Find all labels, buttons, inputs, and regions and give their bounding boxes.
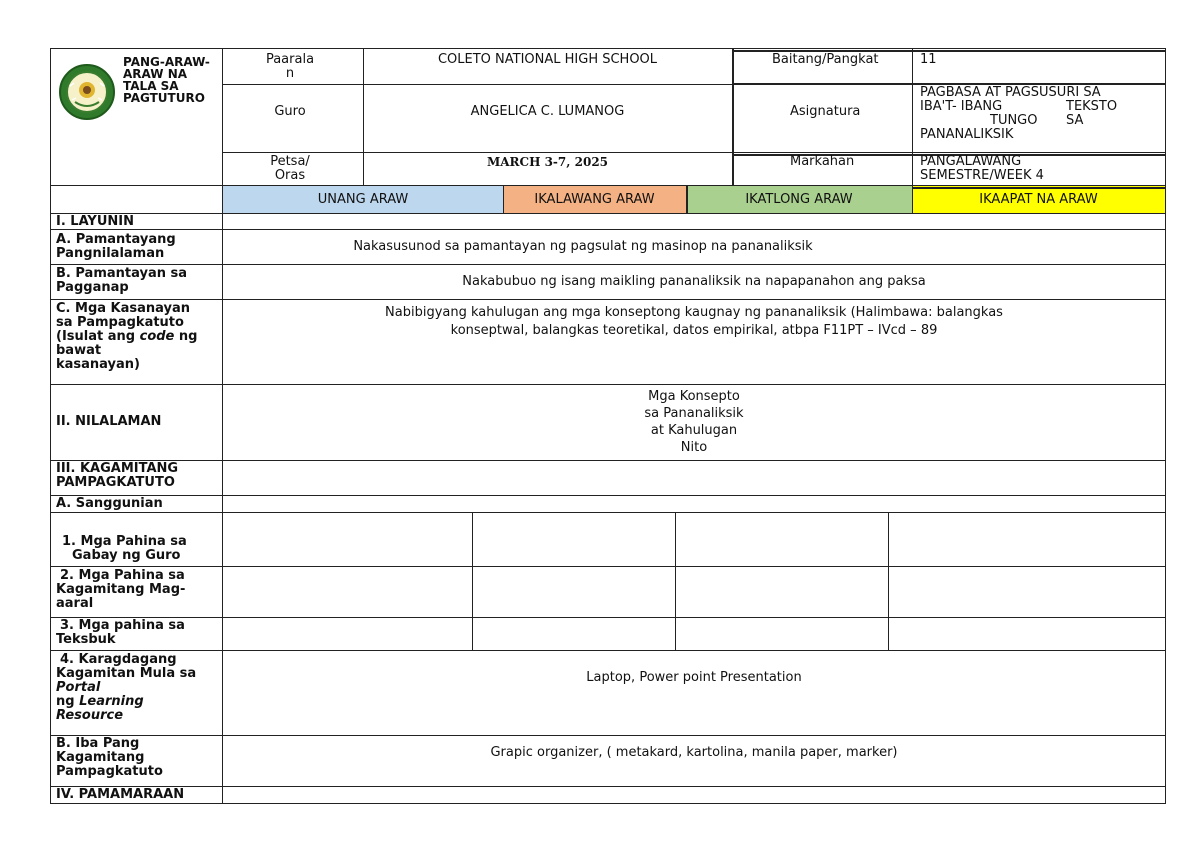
kagamitan-label: III. KAGAMITANG PAMPAGKATUTO [56, 461, 179, 490]
asignatura-value: PAGBASA AT PAGSUSURI SA IBA'T- IBANG TEKSTO TUNGO SA PANANALIKSIK [920, 85, 1118, 142]
day-label-ikatlong: IKATLONG ARAW [745, 192, 853, 207]
layunin-label: I. LAYUNIN [56, 214, 134, 229]
paaralan-value: COLETO NATIONAL HIGH SCHOOL [437, 52, 658, 67]
kasanayan-label: C. Mga Kasanayan sa Pampagkatuto (Isulat ang code ng bawat kasanayan) [56, 301, 198, 372]
day-label-unang: UNANG ARAW [317, 192, 409, 207]
mag-aaral-label: 2. Mga Pahina sa Kagamitang Mag- aaral [56, 568, 186, 611]
grid-line [888, 512, 889, 651]
grid-line [50, 229, 1166, 230]
grid-line [50, 299, 1166, 300]
baitang-label: Baitang/Pangkat [772, 52, 879, 67]
grid-line [50, 512, 1166, 513]
grid-line [50, 264, 1166, 265]
grid-line [50, 48, 1166, 49]
grid-line [1165, 48, 1166, 804]
karagdagang-value: Laptop, Power point Presentation [586, 670, 802, 685]
teksbuk-label: 3. Mga pahina sa Teksbuk [56, 618, 185, 647]
petsa-label: Petsa/ Oras [270, 154, 310, 183]
grid-line [50, 460, 1166, 461]
grid-line [50, 803, 1166, 804]
kasanayan-value: Nabibigyang kahulugan ang mga konseptong kaugnay ng pananaliksik (Halimbawa: balangkas konseptwal, balangkas teoretikal, datos empirikal, atbpa F11PT – IVcd – 89 [385, 305, 1003, 338]
petsa-value: MARCH 3-7, 2025 [486, 155, 609, 169]
day-label-ikalawang: IKALAWANG ARAW [534, 192, 655, 207]
markahan-value: PANGALAWANG SEMESTRE/WEEK 4 [920, 154, 1044, 183]
grid-line [50, 786, 1166, 787]
markahan-label: Markahan [790, 154, 855, 169]
paaralan-label: Paarala n [265, 52, 315, 81]
guro-value: ANGELICA C. LUMANOG [470, 104, 625, 119]
form-title: PANG-ARAW- ARAW NA TALA SA PAGTUTURO [123, 55, 210, 105]
grid-line [50, 495, 1166, 496]
school-seal-icon [58, 60, 116, 124]
iba-label: B. Iba Pang Kagamitang Pampagkatuto [56, 736, 163, 779]
karagdagang-label: 4. Karagdagang Kagamitan Mula sa Portal ng Learning Resource [56, 652, 197, 723]
grid-line [50, 617, 1166, 618]
grid-line [50, 384, 1166, 385]
guro-label: Guro [274, 104, 306, 119]
iba-value: Grapic organizer, ( metakard, kartolina, manila paper, marker) [490, 745, 898, 760]
grid-line [732, 48, 734, 186]
gabay-label: 1. Mga Pahina sa Gabay ng Guro [62, 534, 187, 563]
grid-line [50, 185, 1166, 186]
nilalaman-value: Mga Konsepto sa Pananaliksik at Kahulugan Nito [644, 389, 744, 455]
asignatura-label: Asignatura [790, 104, 861, 119]
pamantayang-value: Nakasusunod sa pamantayan ng pagsulat ng masinop na pananaliksik [353, 239, 813, 254]
grid-line [50, 650, 1166, 651]
grid-line [50, 566, 1166, 567]
grid-line [912, 187, 1166, 189]
grid-line [222, 152, 1166, 153]
pagganap-value: Nakabubuo ng isang maikling pananaliksik na napapanahon ang paksa [462, 274, 926, 289]
baitang-value: 11 [920, 52, 937, 67]
grid-line [50, 735, 1166, 736]
grid-line [472, 512, 473, 651]
pamamaraan-label: IV. PAMAMARAAN [56, 787, 185, 802]
grid-line [50, 213, 1166, 214]
pagganap-label: B. Pamantayan sa Pagganap [56, 266, 188, 295]
grid-line [675, 512, 676, 651]
day-label-ikaapat: IKAAPAT NA ARAW [979, 192, 1098, 207]
nilalaman-label: II. NILALAMAN [56, 414, 162, 429]
grid-line [50, 48, 51, 804]
pamantayang-label: A. Pamantayang Pangnilalaman [56, 232, 176, 261]
sanggunian-label: A. Sanggunian [56, 496, 163, 511]
